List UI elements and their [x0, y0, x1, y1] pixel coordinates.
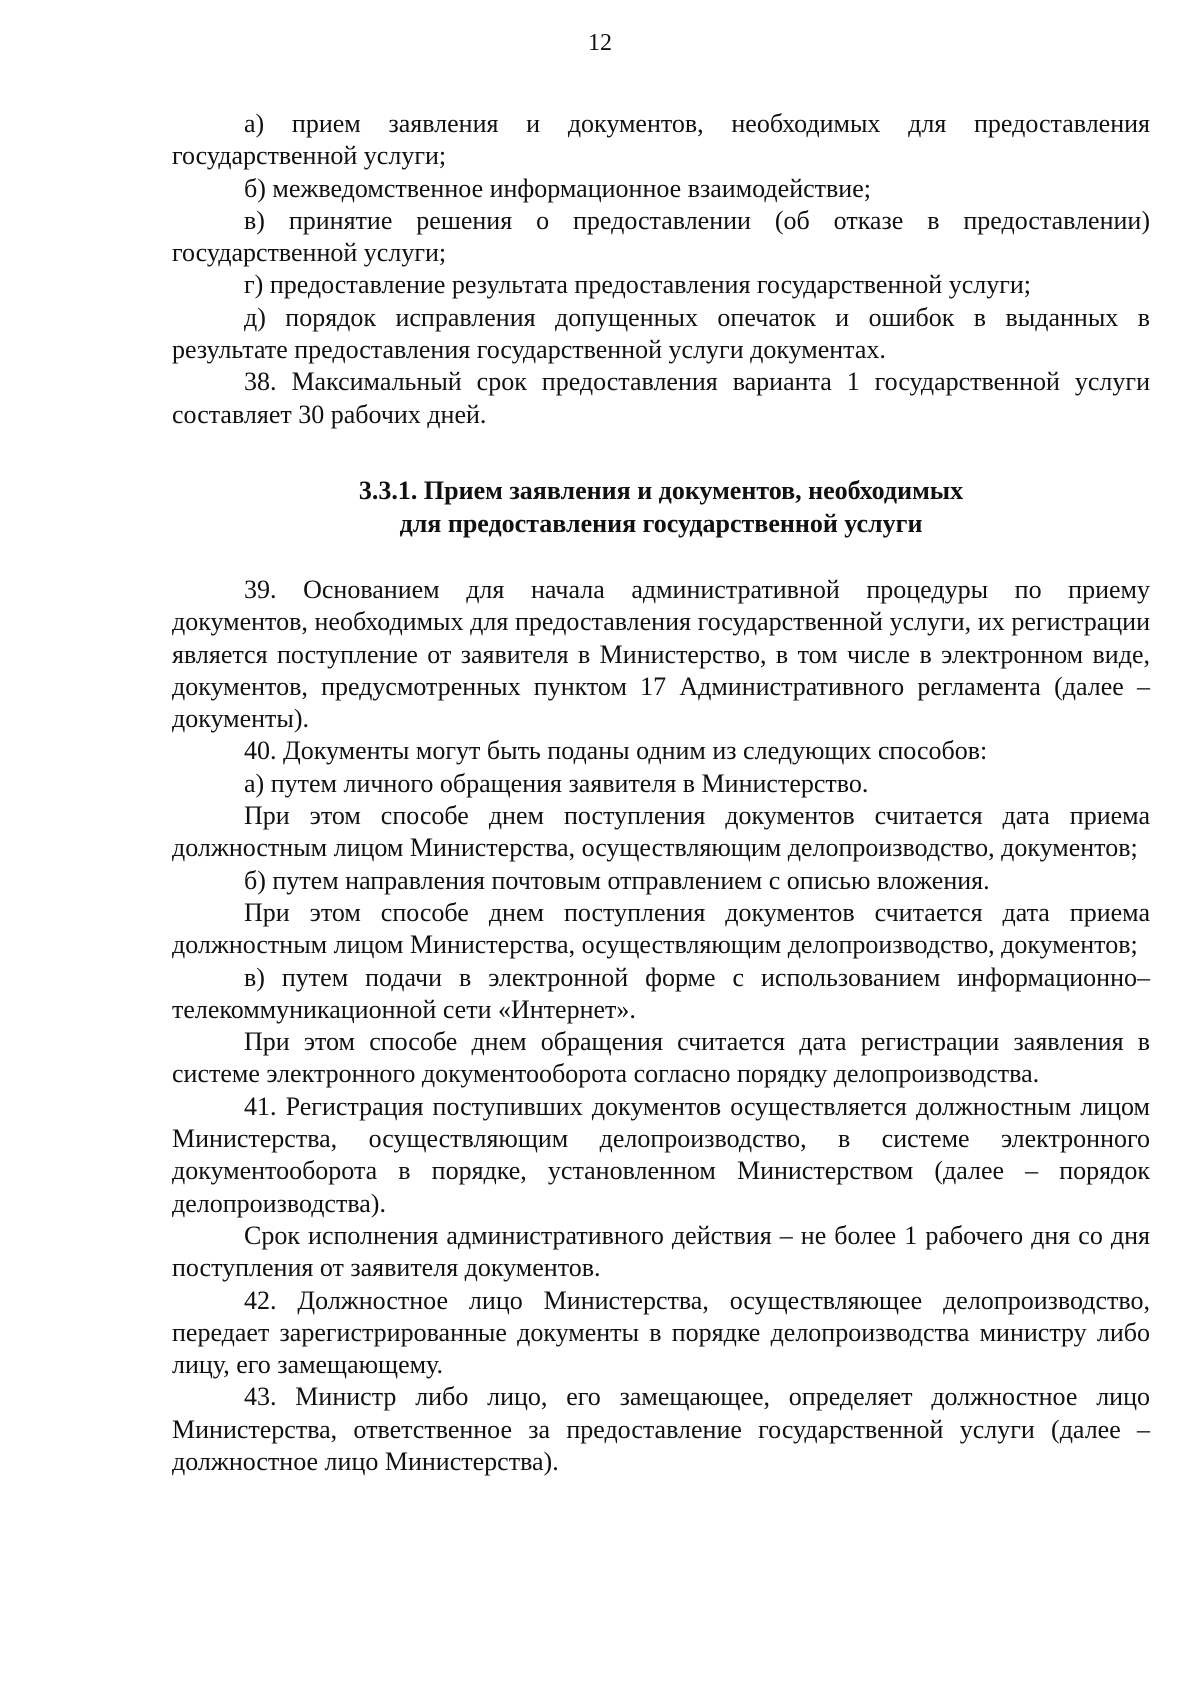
paragraph: 38. Максимальный срок предоставления варианта 1 государственной услуги составляет 30 рабочих дней. — [172, 367, 1150, 429]
paragraph: 43. Министр либо лицо, его замещающее, определяет должностное лицо Министерства, ответственное за предоставление государственной услуги (далее – должностное лицо Министерства). — [172, 1382, 1150, 1477]
section-body — [172, 574, 1150, 1478]
paragraph: а) прием заявления и документов, необходимых для предоставления государственной услуги; — [172, 109, 1150, 171]
paragraph: г) предоставление результата предоставления государственной услуги; — [244, 270, 1032, 300]
paragraph: б) межведомственное информационное взаимодействие; — [244, 173, 871, 203]
paragraph: в) принятие решения о предоставлении (об отказе в предоставлении) государственной услуги; — [172, 205, 1150, 268]
paragraph: 42. Должностное лицо Министерства, осуществляющее делопроизводство, передает зарегистрированные документы в порядке делопроизводства министру либо лицу, его замещающему. — [172, 1285, 1150, 1380]
paragraph: б) путем направления почтовым отправлением с описью вложения. — [244, 865, 990, 895]
section-heading-line: для предоставления государственной услуги — [399, 509, 923, 538]
paragraph: При этом способе днем поступления документов считается дата приема должностным лицом Министерства, осуществляющим делопроизводство, документов; — [172, 897, 1150, 960]
paragraph: а) путем личного обращения заявителя в Министерство. — [244, 768, 869, 798]
page-number: 12 — [588, 30, 612, 56]
paragraph: д) порядок исправления допущенных опечаток и ошибок в выданных в результате предоставления государственной услуги документах. — [172, 302, 1150, 365]
section-heading-line: 3.3.1. Прием заявления и документов, необходимых — [358, 476, 964, 505]
paragraph: Срок исполнения административного действия – не более 1 рабочего дня со дня поступления от заявителя документов. — [172, 1220, 1150, 1283]
list-of-procedures — [172, 108, 1150, 431]
paragraph: 39. Основанием для начала административной процедуры по приему документов, необходимых для предоставления государственной услуги, их регистрации является поступление от заявителя в Министерство, в том числе в электронном виде, документов, предусмотренных пунктом 17 Административного регламента (далее – документы). — [172, 575, 1150, 734]
paragraph: При этом способе днем обращения считается дата регистрации заявления в системе электронного документооборота согласно порядку делопроизводства. — [172, 1027, 1150, 1089]
section-heading — [172, 474, 1150, 540]
paragraph: 40. Документы могут быть поданы одним из следующих способов: — [244, 736, 988, 766]
paragraph: в) путем подачи в электронной форме с использованием информационно–телекоммуникационной сети «Интернет». — [172, 962, 1150, 1024]
paragraph: При этом способе днем поступления документов считается дата приема должностным лицом Министерства, осуществляющим делопроизводство, документов; — [172, 801, 1150, 863]
paragraph: 41. Регистрация поступивших документов осуществляется должностным лицом Министерства, осуществляющим делопроизводство, в системе электронного документооборота в порядке, установленном Министерством (далее – порядок делопроизводства). — [172, 1091, 1150, 1218]
